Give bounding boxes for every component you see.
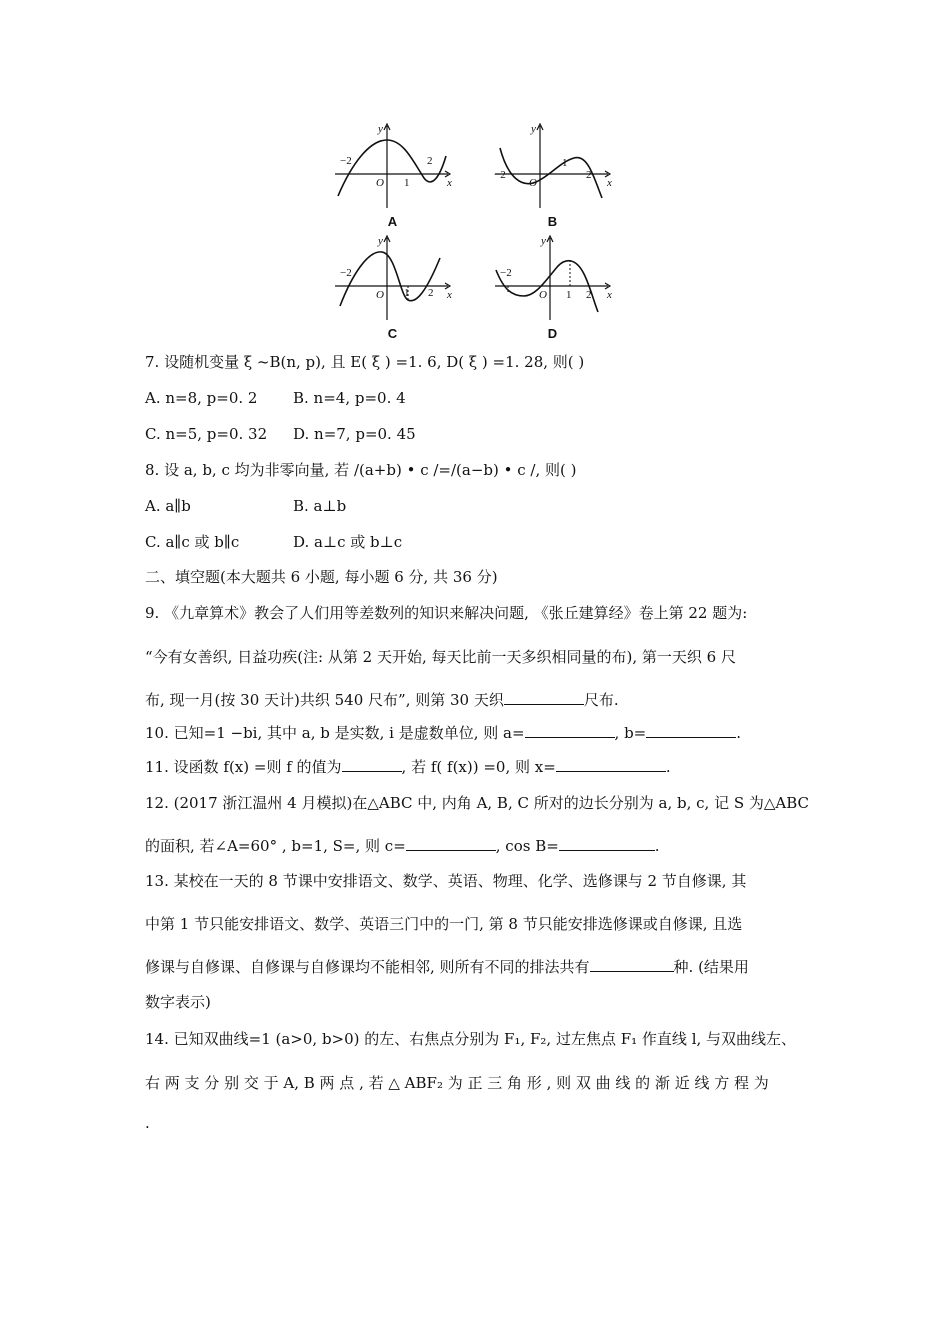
- q9-text: 布, 现一月(按 30 天计)共织 540 尺布”, 则第 30 天织: [145, 691, 504, 709]
- q10-text: 10. 已知=1 −bi, 其中 a, b 是实数, i 是虚数单位, 则 a=: [145, 724, 525, 742]
- section-heading: 二、填空题(本大题共 6 小题, 每小题 6 分, 共 36 分): [145, 568, 498, 586]
- question-11: [145, 757, 671, 777]
- origin-label: O: [376, 289, 384, 301]
- graph-c-plot: [330, 230, 455, 325]
- y-label: y: [378, 123, 383, 135]
- question-9-line-1: 9. 《九章算术》教会了人们用等差数列的知识来解决问题, 《张丘建算经》卷上第 22 题为:: [145, 604, 748, 622]
- curve: [340, 252, 440, 306]
- q11-blank-b[interactable]: [556, 757, 666, 772]
- question-10: [145, 723, 741, 743]
- graph-a-plot: [330, 118, 455, 213]
- q10-text-b: , b=: [614, 724, 647, 742]
- caption-b: B: [547, 214, 558, 229]
- question-14-line-2: 右 两 支 分 别 交 于 A, B 两 点 , 若 △ ABF₂ 为 正 三 角 形 , 则 双 曲 线 的 渐 近 线 方 程 为: [145, 1074, 769, 1092]
- origin-label: O: [539, 289, 547, 301]
- question-8-stem: 8. 设 a, b, c 均为非零向量, 若 /(a+b) • c /=/(a−b) • c /, 则( ): [145, 461, 577, 479]
- q8-option-c: C. a∥c 或 b∥c: [145, 533, 240, 551]
- y-label: y: [531, 123, 536, 135]
- q12-text: 的面积, 若∠A=60° , b=1, S=, 则 c=: [145, 837, 406, 855]
- question-9-line-2: “今有女善织, 日益功疾(注: 从第 2 天开始, 每天比前一天多织相同量的布), 第一天织 6 尺: [145, 648, 736, 666]
- question-13-line-3: [145, 957, 749, 977]
- y-label: y: [378, 235, 383, 247]
- question-14-line-3: .: [145, 1114, 150, 1132]
- tick-1: 1: [404, 177, 410, 189]
- question-14-line-1: 14. 已知双曲线=1 (a>0, b>0) 的左、右焦点分别为 F₁, F₂, 过左焦点 F₁ 作直线 l, 与双曲线左、: [145, 1030, 797, 1048]
- q7-option-c: C. n=5, p=0. 32: [145, 425, 268, 443]
- question-12-line-1: 12. (2017 浙江温州 4 月模拟)在△ABC 中, 内角 A, B, C 所对的边长分别为 a, b, c, 记 S 为△ABC: [145, 794, 810, 812]
- q12-blank-c[interactable]: [406, 836, 496, 851]
- x-label: x: [447, 177, 452, 189]
- q9-answer-blank[interactable]: [504, 690, 584, 705]
- question-12-line-2: [145, 836, 660, 856]
- question-13-line-1: 13. 某校在一天的 8 节课中安排语文、数学、英语、物理、化学、选修课与 2 节自修课, 其: [145, 872, 747, 890]
- q12-text-b: , cos B=: [495, 837, 559, 855]
- graph-b-plot: [490, 118, 615, 213]
- q10-end: .: [736, 724, 742, 742]
- tick-neg2: −2: [494, 169, 506, 181]
- q13-text-b: 种. (结果用: [673, 958, 749, 976]
- q8-option-b: B. a⊥b: [293, 497, 347, 515]
- origin-label: O: [376, 177, 384, 189]
- y-label: y: [541, 235, 546, 247]
- tick-2: 2: [427, 155, 433, 167]
- tick-neg2: −2: [340, 155, 352, 167]
- tick-2: 2: [586, 169, 592, 181]
- q10-blank-a[interactable]: [525, 723, 615, 738]
- graph-d: [490, 230, 615, 340]
- q12-blank-cosb[interactable]: [559, 836, 655, 851]
- q8-option-d: D. a⊥c 或 b⊥c: [293, 533, 403, 551]
- caption-a: A: [387, 214, 398, 229]
- tick-2: 2: [428, 287, 434, 299]
- q9-unit: 尺布.: [583, 691, 619, 709]
- graph-c: [330, 230, 455, 340]
- q7-option-a: A. n=8, p=0. 2: [145, 389, 258, 407]
- curve: [338, 140, 446, 196]
- caption-c: C: [387, 326, 398, 341]
- caption-d: D: [547, 326, 558, 341]
- q11-blank-a[interactable]: [342, 757, 402, 772]
- q11-text-b: , 若 f( f(x)) =0, 则 x=: [401, 758, 556, 776]
- question-7-stem: 7. 设随机变量 ξ ~B(n, p), 且 E( ξ ) =1. 6, D( ξ ) =1. 28, 则( ): [145, 353, 585, 371]
- q11-end: .: [665, 758, 671, 776]
- tick-1: 1: [566, 289, 572, 301]
- graph-d-plot: [490, 230, 615, 325]
- tick-neg2: −2: [340, 267, 352, 279]
- q11-text: 11. 设函数 f(x) =则 f 的值为: [145, 758, 342, 776]
- graph-b: [490, 118, 615, 228]
- q12-end: .: [654, 837, 660, 855]
- tick-1: 1: [562, 157, 568, 169]
- q8-option-a: A. a∥b: [145, 497, 191, 515]
- x-label: x: [447, 289, 452, 301]
- q10-blank-b[interactable]: [646, 723, 736, 738]
- question-13-line-2: 中第 1 节只能安排语文、数学、英语三门中的一门, 第 8 节只能安排选修课或自修课, 且选: [145, 915, 743, 933]
- q7-option-d: D. n=7, p=0. 45: [293, 425, 416, 443]
- tick-1: 1: [404, 287, 410, 299]
- graph-a: [330, 118, 455, 228]
- x-label: x: [607, 289, 612, 301]
- x-label: x: [607, 177, 612, 189]
- q13-answer-blank[interactable]: [590, 957, 674, 972]
- tick-neg2: −2: [500, 267, 512, 279]
- answer-graphs: [330, 118, 630, 348]
- origin-label: O: [529, 177, 537, 189]
- question-9-line-3: [145, 690, 619, 710]
- tick-2: 2: [586, 289, 592, 301]
- q13-text: 修课与自修课、自修课与自修课均不能相邻, 则所有不同的排法共有: [145, 958, 590, 976]
- q7-option-b: B. n=4, p=0. 4: [293, 389, 406, 407]
- question-13-line-4: 数字表示): [145, 993, 211, 1011]
